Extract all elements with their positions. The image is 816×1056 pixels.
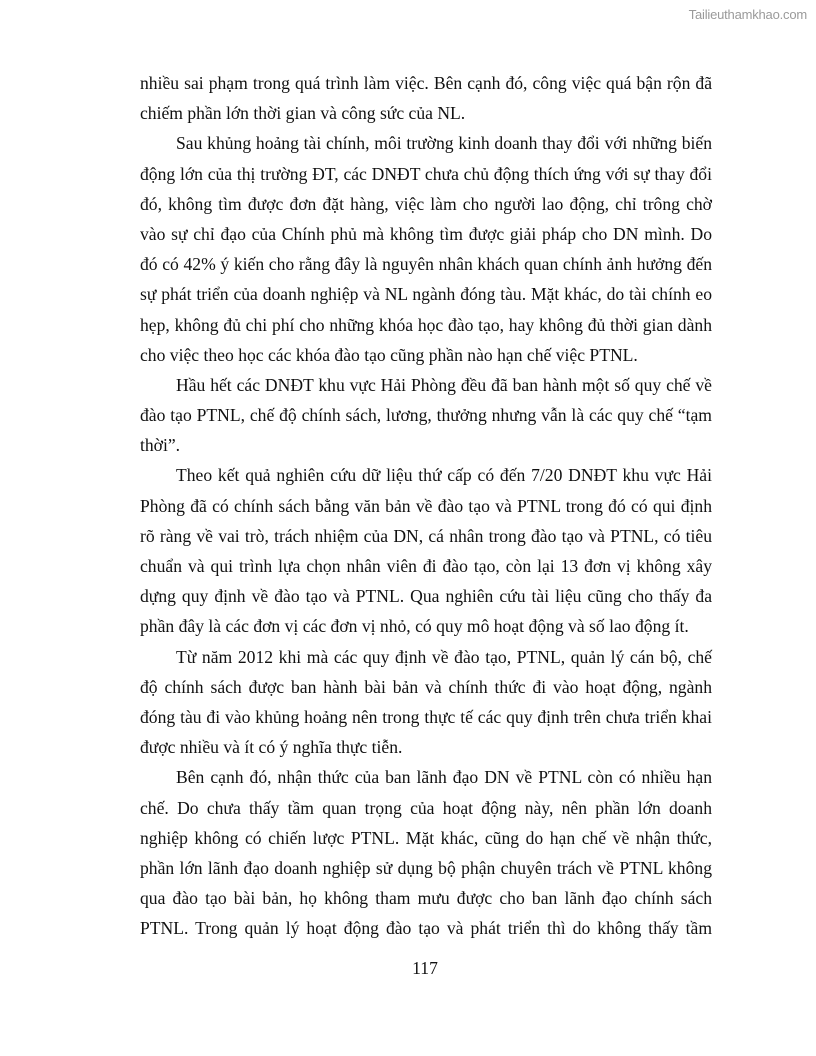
text-line: Hầu hết các DNĐT khu vực Hải Phòng đều đã ban hành một số quy chế về [176,374,712,395]
paragraph [140,762,712,943]
text-line: Theo kết quả nghiên cứu dữ liệu thứ cấp có đến 7/20 DNĐT khu vực Hải [176,465,712,486]
text-line: Từ năm 2012 khi mà các quy định về đào tạo, PTNL, quản lý cán bộ, chế [176,646,712,667]
text-line: chuẩn và qui trình lựa chọn nhân viên đi đào tạo, còn lại 13 đơn vị không xây [140,556,712,576]
text-line: đó có 42% ý kiến cho rằng đây là nguyên nhân khách quan chính ảnh hưởng đến [140,254,712,275]
paragraph [140,370,712,461]
text-line: được nhiều và ít có ý nghĩa thực tiễn. [140,737,403,758]
paragraph [140,642,712,763]
page-number: 117 [412,958,438,978]
text-line: Phòng đã có chính sách bằng văn bản về đào tạo và PTNL trong đó có qui định [140,495,712,516]
text-line: Sau khủng hoảng tài chính, môi trường kinh doanh thay đổi với những biến [176,133,712,154]
text-line: hẹp, không đủ chi phí cho những khóa học đào tạo, hay không đủ thời gian dành [140,314,712,335]
watermark: Tailieuthamkhao.com [688,7,807,22]
text-line: đào tạo PTNL, chế độ chính sách, lương, thưởng nhưng vẫn là các quy chế “tạm [140,405,712,426]
text-line: động lớn của thị trường ĐT, các DNĐT chưa chủ động thích ứng với sự thay đổi [140,163,712,184]
text-line: PTNL. Trong quản lý hoạt động đào tạo và phát triển thì do không thấy tầm [140,918,712,939]
text-line: rõ ràng về vai trò, trách nhiệm của DN, cá nhân trong đào tạo và PTNL, có tiêu [140,525,712,546]
body-text [140,68,712,943]
paragraph [140,460,712,641]
text-line: nghiệp không có chiến lược PTNL. Mặt khác, cũng do hạn chế về nhận thức, [140,827,712,848]
paragraph [140,68,712,128]
text-line: chế. Do chưa thấy tầm quan trọng của hoạt động này, nên phần lớn doanh [140,797,712,818]
text-line: đóng tàu đi vào khủng hoảng nên trong thực tế các quy định trên chưa triển khai [140,706,712,727]
text-line: qua đào tạo bài bản, họ không tham mưu được cho ban lãnh đạo chính sách [140,888,712,909]
text-line: cho việc theo học các khóa đào tạo cũng phần nào hạn chế việc PTNL. [140,344,638,365]
text-line: vào sự chỉ đạo của Chính phủ mà không tìm được giải pháp cho DN mình. Do [140,223,712,244]
text-line: đó, không tìm được đơn đặt hàng, việc làm cho người lao động, chỉ trông chờ [140,193,712,214]
text-line: sự phát triển của doanh nghiệp và NL ngành đóng tàu. Mặt khác, do tài chính eo [140,284,712,305]
paragraph [140,128,712,370]
text-line: phần đây là các đơn vị các đơn vị nhỏ, có quy mô hoạt động và số lao động ít. [140,616,689,637]
text-line: Bên cạnh đó, nhận thức của ban lãnh đạo DN về PTNL còn có nhiều hạn [176,767,712,788]
text-line: độ chính sách được ban hành bài bản và chính thức đi vào hoạt động, ngành [140,676,712,697]
text-line: chiếm phần lớn thời gian và công sức của NL. [140,103,466,124]
text-line: nhiều sai phạm trong quá trình làm việc. Bên cạnh đó, công việc quá bận rộn đã [140,73,712,93]
text-line: phần lớn lãnh đạo doanh nghiệp sử dụng bộ phận chuyên trách về PTNL không [140,857,712,878]
text-line: dựng quy định về đào tạo và PTNL. Qua nghiên cứu tài liệu cũng cho thấy đa [140,586,712,607]
text-line: thời”. [140,435,181,456]
